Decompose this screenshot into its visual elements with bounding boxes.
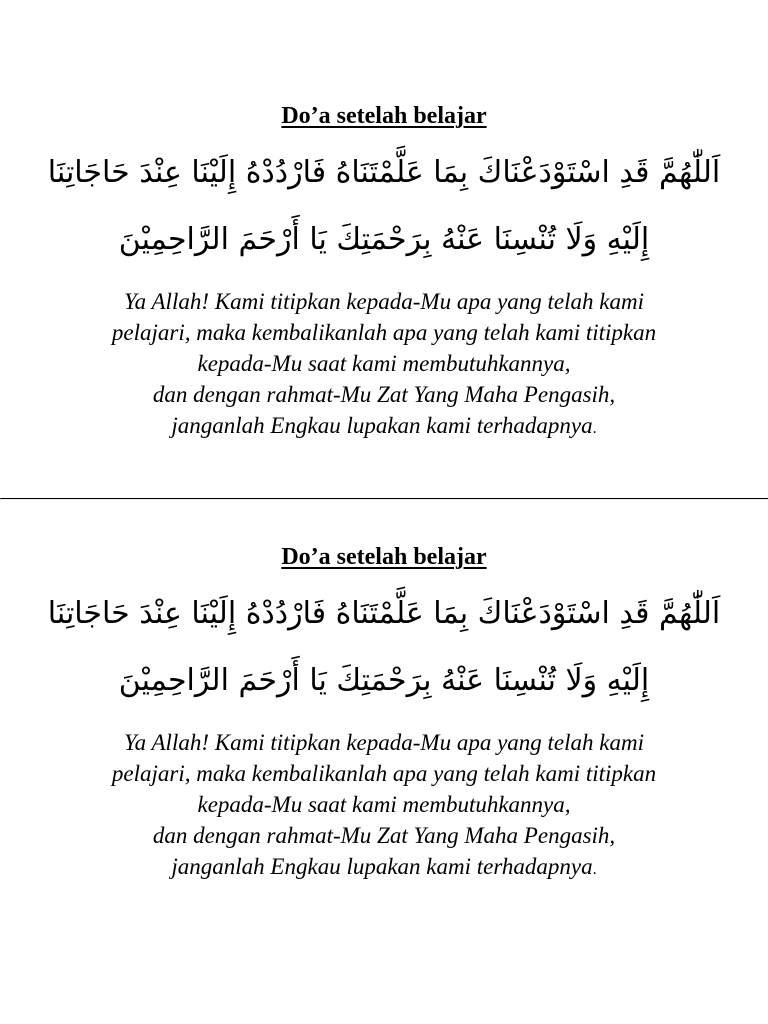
translation-line-2: pelajari, maka kembalikanlah apa yang telah kami titipkan: [111, 320, 657, 345]
translation-line-3: kepada-Mu saat kami membutuhkannya,: [197, 792, 571, 817]
translation-paragraph: [20, 286, 748, 444]
arabic-text-line-1: اَللّٰهُمَّ قَدِ اسْتَوْدَعْنَاكَ بِمَا عَلَّمْتَنَاهُ فَارْدُدْهُ إِلَيْنَا عِنْدَ حَاجَاتِنَا: [47, 155, 721, 190]
doa-title: Do’a setelah belajar: [281, 103, 487, 129]
cut-divider-line: [0, 498, 768, 500]
translation-line-4: dan dengan rahmat-Mu Zat Yang Maha Pengasih,: [152, 823, 616, 848]
translation-end-period: .: [592, 420, 597, 437]
translation-end-period: .: [592, 861, 597, 878]
translation-line-5-wrap: [20, 410, 748, 444]
arabic-text-line-2: إِلَيْهِ وَلَا تُنْسِنَا عَنْهُ بِرَحْمَتِكَ يَا أَرْحَمَ الرَّاحِمِيْنَ: [118, 222, 650, 257]
arabic-text-line-1: اَللّٰهُمَّ قَدِ اسْتَوْدَعْنَاكَ بِمَا عَلَّمْتَنَاهُ فَارْدُدْهُ إِلَيْنَا عِنْدَ حَاجَاتِنَا: [47, 596, 721, 631]
translation-line-2: pelajari, maka kembalikanlah apa yang telah kami titipkan: [111, 761, 657, 786]
arabic-text-line-2: إِلَيْهِ وَلَا تُنْسِنَا عَنْهُ بِرَحْمَتِكَ يَا أَرْحَمَ الرَّاحِمِيْنَ: [118, 663, 650, 698]
translation-line-5-wrap: [20, 851, 748, 885]
translation-line-1: Ya Allah! Kami titipkan kepada-Mu apa yang telah kami: [123, 289, 644, 314]
translation-line-5: janganlah Engkau lupakan kami terhadapnya: [171, 854, 593, 879]
translation-line-3: kepada-Mu saat kami membutuhkannya,: [197, 351, 571, 376]
translation-line-1: Ya Allah! Kami titipkan kepada-Mu apa yang telah kami: [123, 730, 644, 755]
translation-line-5: janganlah Engkau lupakan kami terhadapnya: [171, 413, 593, 438]
translation-line-4: dan dengan rahmat-Mu Zat Yang Maha Pengasih,: [152, 382, 616, 407]
doa-title: Do’a setelah belajar: [281, 544, 487, 570]
translation-paragraph: [20, 727, 748, 885]
